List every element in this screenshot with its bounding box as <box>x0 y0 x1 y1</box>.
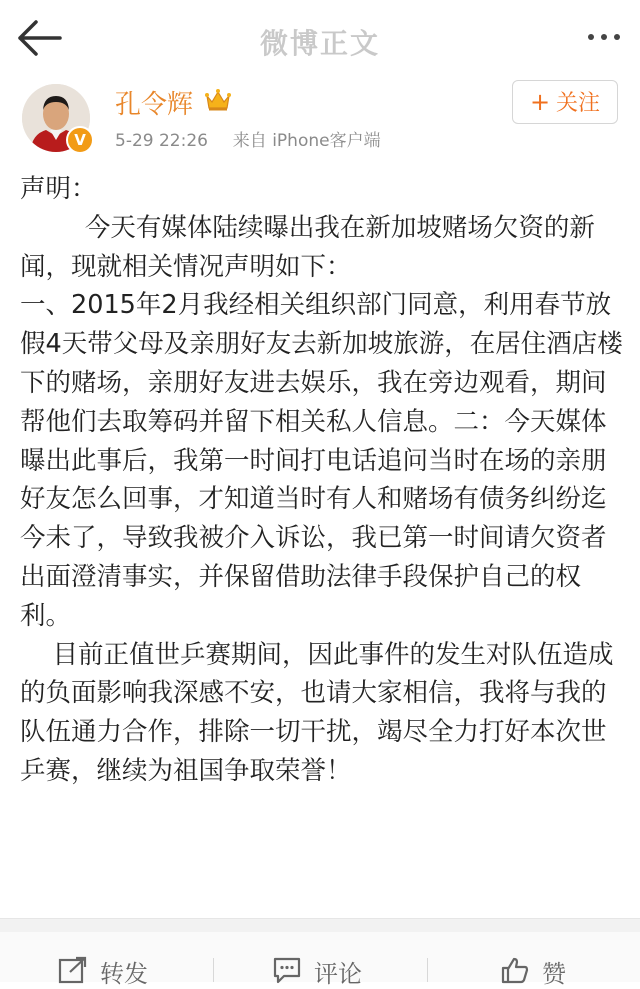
plus-icon: + <box>529 88 551 116</box>
post-paragraph: 声明： <box>20 174 97 204</box>
more-button[interactable] <box>584 22 624 52</box>
footer-divider <box>0 918 640 933</box>
post-meta <box>115 126 381 151</box>
thumbs-up-icon <box>500 956 530 984</box>
verified-v-icon: V <box>66 126 94 154</box>
post-body <box>20 170 624 791</box>
top-navigation-bar <box>0 0 640 76</box>
post-paragraph: 目前正值世乒赛期间，因此事件的发生对队伍造成的负面影响我深感不安，也请大家相信，我将与我的队伍通力合作，排除一切干扰，竭尽全力打好本次世乒赛，继续为祖国争取荣誉！ <box>20 639 614 786</box>
comment-label: 评论 <box>314 960 362 988</box>
action-separator <box>213 958 214 982</box>
repost-label: 转发 <box>100 960 148 988</box>
repost-icon <box>58 956 88 984</box>
follow-label: 关注 <box>556 91 601 116</box>
comment-icon <box>272 956 302 984</box>
action-separator <box>427 958 428 982</box>
avatar-container[interactable] <box>22 84 90 152</box>
more-dots-icon <box>588 34 594 40</box>
post-paragraph: 今天有媒体陆续曝出我在新加坡赌场欠资的新闻，现就相关情况声明如下： <box>20 212 595 282</box>
follow-button[interactable] <box>512 80 618 124</box>
post-timestamp: 5-29 22:26 <box>115 131 208 151</box>
page-title: 微博正文 <box>259 27 380 60</box>
post-paragraph: 一、2015年2月我经相关组织部门同意，利用春节放假4天带父母及亲朋好友去新加坡旅游，在居住酒店楼下的赌场，亲朋好友进去娱乐，我在旁边观看，期间帮他们去取筹码并留下相关私人信息。二：今天媒体曝出此事后，我第一时间打电话追问当时在场的亲朋好友怎么回事，才知道当时有人和赌场有债务纠纷迄今未了，导致我被介入诉讼，我已第一时间请欠资者出面澄清事实，并保留借助法律手段保护自己的权利。 <box>20 290 623 631</box>
author-header <box>0 80 640 160</box>
crown-icon <box>204 88 232 112</box>
author-name[interactable]: 孔令辉 <box>115 90 194 120</box>
like-label: 赞 <box>542 960 566 988</box>
post-source: 来自 iPhone客户端 <box>232 131 381 151</box>
action-bar <box>0 932 640 988</box>
